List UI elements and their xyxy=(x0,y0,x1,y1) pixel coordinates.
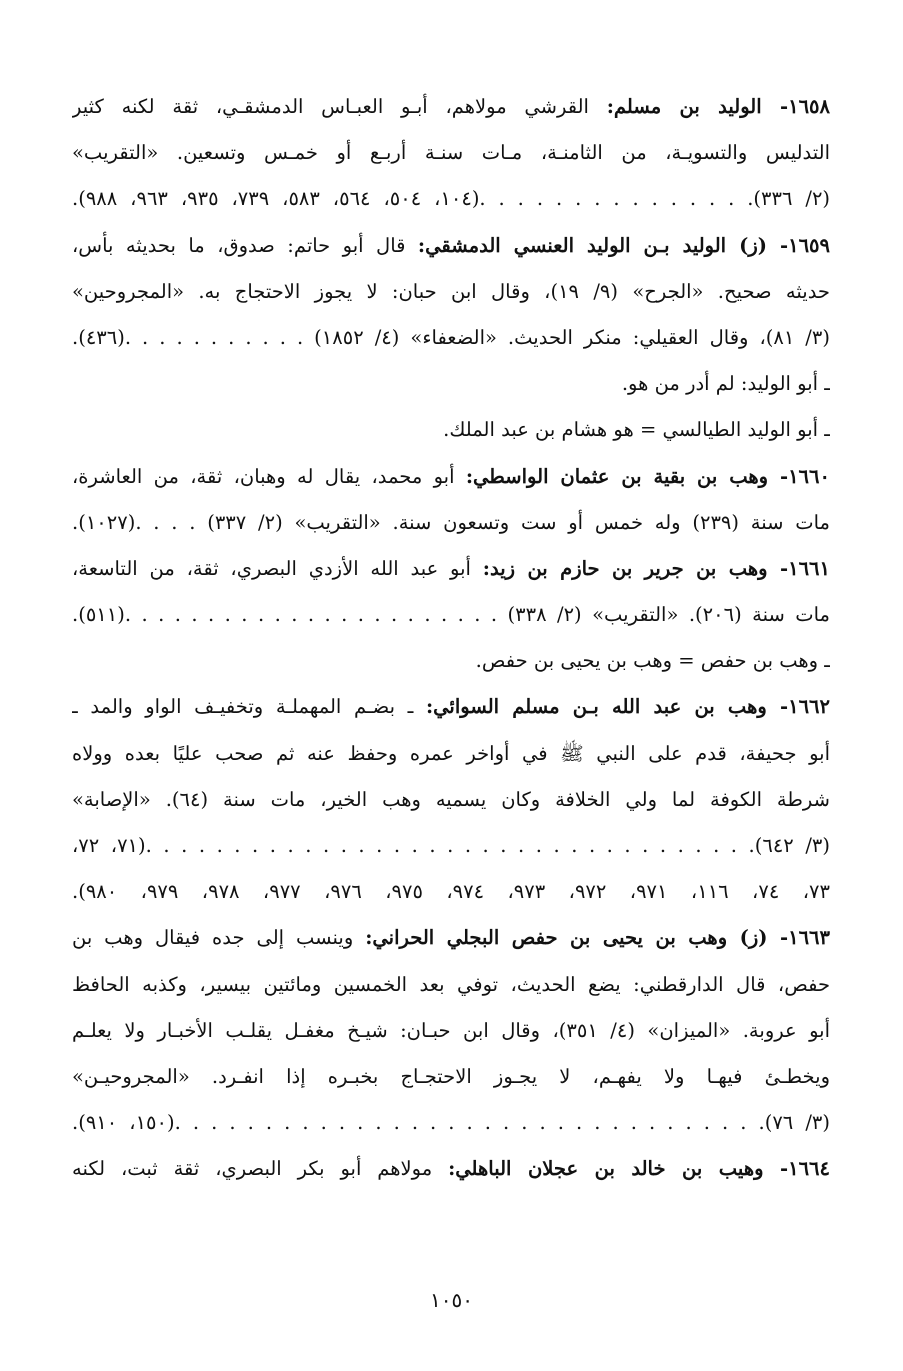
entry-heading: ١٦٦١- وهب بن جرير بن حازم بن زيد: xyxy=(482,556,830,580)
line-text: ـ أبو الوليد: لم أدر من هو. xyxy=(621,372,830,396)
line-text: القرشي مولاهم، أبـو العبـاس الدمشقـي، ثقة لكنه كثير xyxy=(72,95,607,118)
text-line xyxy=(72,638,830,684)
text-line xyxy=(72,777,830,823)
text-line xyxy=(72,869,830,915)
text-line xyxy=(72,315,830,361)
text-line xyxy=(72,454,830,500)
line-text: (٢/ ٣٣٦). . . . . . . . . . . . . . .(١٠٤، ٥٠٤، ٥٦٤، ٥٨٣، ٧٣٩، ٩٣٥، ٩٦٣، ٩٨٨). xyxy=(72,187,830,211)
line-text: ٧٣، ٧٤، ١١٦، ٩٧١، ٩٧٢، ٩٧٣، ٩٧٤، ٩٧٥، ٩٧٦، ٩٧٧، ٩٧٨، ٩٧٩، ٩٨٠). xyxy=(72,880,830,904)
text-line xyxy=(72,223,830,269)
line-text: ـ أبو الوليد الطيالسي = هو هشام بن عبد الملك. xyxy=(443,418,830,442)
line-text: أبو عروبة. «الميزان» (٤/ ٣٥١)، وقال ابن حبـان: شيـخ مغفـل يقلـب الأخبـار ولا يعلـم xyxy=(72,1018,830,1042)
entry-heading: ١٦٦٠- وهب بن بقية بن عثمان الواسطي: xyxy=(465,464,830,488)
line-text: مات سنة (٢٠٦). «التقريب» (٢/ ٣٣٨) . . . . . . . . . . . . . . . . . . . . . . .(٥١١). xyxy=(72,603,830,627)
text-line xyxy=(72,1054,830,1100)
line-text: حديثه صحيح. «الجرح» (٩/ ١٩)، وقال ابن حبان: لا يجوز الاحتجاج به. «المجروحين» xyxy=(72,279,830,303)
line-text: (٣/ ٦٤٢). . . . . . . . . . . . . . . . . . . . . . . . . . . . . . . . . . .(٧١، ٧٢، xyxy=(72,834,830,857)
line-text: أبو عبد الله الأزدي البصري، ثقة، من التاسعة، xyxy=(72,556,483,580)
line-text: قال أبو حاتم: صدوق، ما بحديثه بأس، xyxy=(72,233,418,257)
entry-heading: ١٦٦٣- (ز) وهب بن يحيى بن حفص البجلي الحراني: xyxy=(365,926,830,950)
line-text: أبو جحيفة، قدم على النبي ﷺ في أواخر عمره وحفظ عنه ثم صحب عليًا بعده وولاه xyxy=(72,741,830,765)
entry-heading: ١٦٥٩- (ز) الوليد بـن الوليد العنسي الدمشقي: xyxy=(417,233,830,257)
text-line xyxy=(72,269,830,315)
line-text: ـ بضـم المهملـة وتخفيـف الواو والمد ـ xyxy=(72,695,426,719)
entry-heading: ١٦٦٤- وهيب بن خالد بن عجلان الباهلي: xyxy=(448,1157,830,1181)
text-line xyxy=(72,962,830,1008)
text-line xyxy=(72,684,830,730)
text-line xyxy=(72,1100,830,1146)
line-text: التدليس والتسويـة، من الثامنـة، مـات سنـة أربـع أو خمـس وتسعين. «التقريب» xyxy=(72,141,830,165)
line-text: حفص، قال الدارقطني: يضع الحديث، توفي بعد الخمسين ومائتين بيسير، وكذبه الحافظ xyxy=(72,972,830,996)
text-line xyxy=(72,84,830,130)
line-text: ويخطـئ فيهـا ولا يفهـم، لا يجـوز الاحتجـاج بخبـره إذا انفـرد. «المجروحيـن» xyxy=(72,1064,830,1088)
text-line xyxy=(72,500,830,546)
line-text: شرطة الكوفة لما ولي الخلافة وكان يسميه وهب الخير، مات سنة (٦٤). «الإصابة» xyxy=(72,787,830,811)
page-number: ١٠٥٠ xyxy=(430,1288,473,1312)
text-line xyxy=(72,1008,830,1054)
line-text: مولاهم أبو بكر البصري، ثقة ثبت، لكنه xyxy=(72,1157,449,1181)
text-line xyxy=(72,731,830,777)
text-line xyxy=(72,130,830,176)
text-line xyxy=(72,823,830,869)
text-line xyxy=(72,361,830,407)
entry-heading: ١٦٥٨- الوليد بن مسلم: xyxy=(606,95,830,118)
text-column xyxy=(72,84,830,1193)
line-text: أبو محمد، يقال له وهبان، ثقة، من العاشرة، xyxy=(72,464,466,488)
text-line xyxy=(72,1146,830,1192)
entry-heading: ١٦٦٢- وهب بن عبد الله بـن مسلم السوائي: xyxy=(425,695,830,719)
line-text: وينسب إلى جده فيقال وهب بن xyxy=(72,926,366,950)
text-line xyxy=(72,176,830,222)
text-line xyxy=(72,915,830,961)
text-line xyxy=(72,546,830,592)
line-text: (٣/ ٧٦). . . . . . . . . . . . . . . . . . . . . . . . . . . . . . . . .(١٥٠، ٩١٠). xyxy=(72,1111,830,1135)
line-text: ـ وهب بن حفص = وهب بن يحيى بن حفص. xyxy=(475,649,830,673)
line-text: (٣/ ٨١)، وقال العقيلي: منكر الحديث. «الضعفاء» (٤/ ١٨٥٢) . . . . . . . . . . .(٤٣٦). xyxy=(72,325,830,349)
text-line xyxy=(72,407,830,453)
text-line xyxy=(72,592,830,638)
line-text: مات سنة (٢٣٩) وله خمس أو ست وتسعون سنة. «التقريب» (٢/ ٣٣٧) . . . .(١٠٢٧). xyxy=(72,510,830,534)
